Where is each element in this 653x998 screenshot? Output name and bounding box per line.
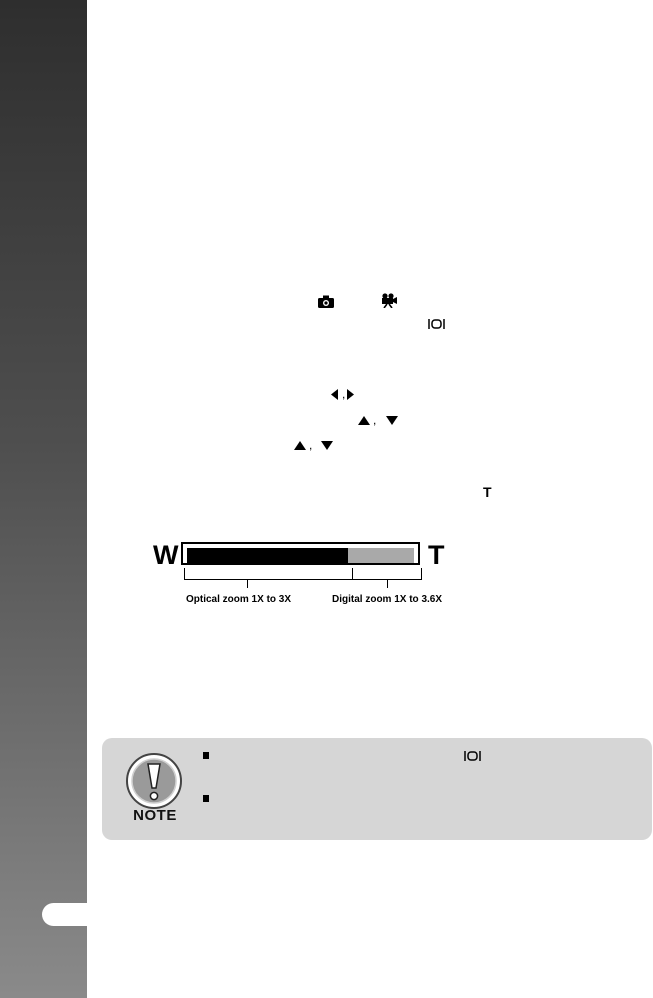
digital-zoom-range [348, 548, 414, 563]
exclamation-icon [125, 752, 183, 810]
side-bar [0, 0, 87, 998]
wide-label: W [153, 540, 179, 570]
arrow-up-icon [358, 416, 370, 425]
page-number-tab [42, 903, 87, 926]
separator-comma: , [309, 438, 313, 452]
arrow-up-icon [294, 441, 306, 450]
zoom-bar [181, 542, 420, 565]
separator-comma: , [373, 413, 377, 427]
zoom-range-brackets [181, 568, 426, 588]
display-icon [464, 750, 481, 762]
tele-button-glyph: T [483, 484, 492, 500]
arrow-right-icon [347, 389, 355, 400]
note-box [102, 738, 652, 840]
tele-label: T [428, 540, 445, 570]
video-camera-icon [380, 293, 398, 308]
note-bullet [203, 752, 209, 759]
camera-icon [318, 295, 334, 308]
display-icon [428, 318, 445, 330]
optical-zoom-caption: Optical zoom 1X to 3X [186, 594, 292, 605]
note-label: NOTE [133, 807, 177, 824]
arrow-down-icon [321, 441, 333, 450]
digital-zoom-caption: Digital zoom 1X to 3.6X [332, 594, 443, 605]
optical-zoom-range [187, 548, 348, 563]
arrow-down-icon [386, 416, 398, 425]
separator-comma: , [342, 387, 346, 401]
arrow-left-icon [331, 389, 339, 400]
note-bullet [203, 795, 209, 802]
